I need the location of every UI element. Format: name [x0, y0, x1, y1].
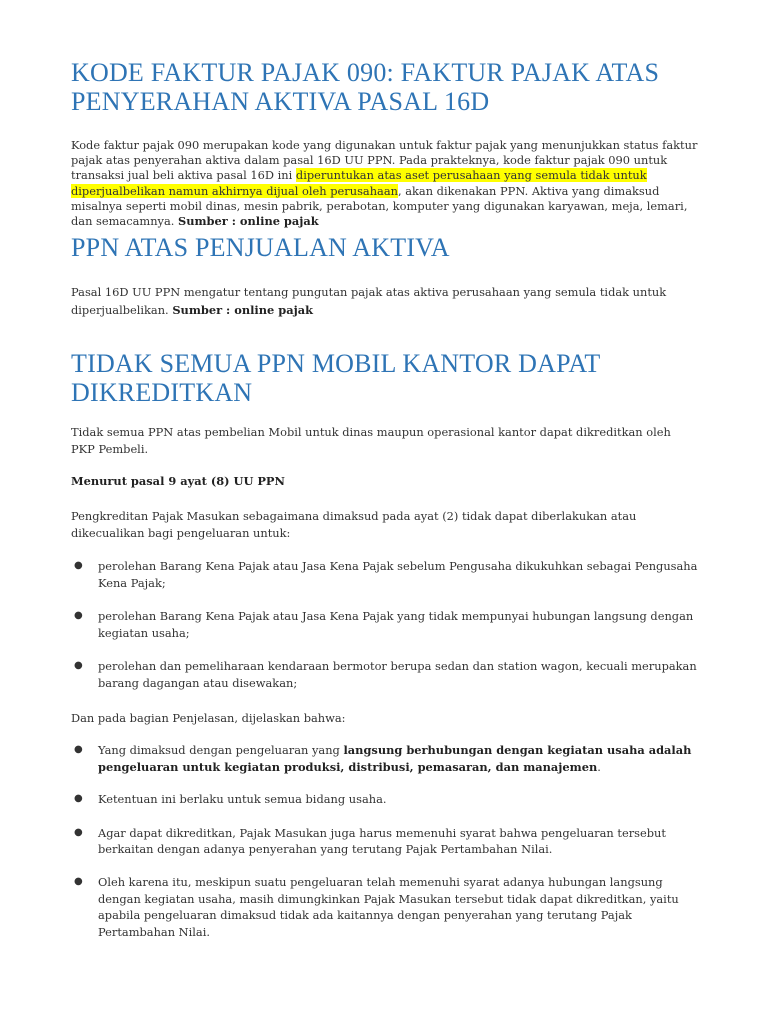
heading-tidak-semua-ppn: TIDAK SEMUA PPN MOBIL KANTOR DAPAT DIKREDITKAN [71, 349, 601, 407]
list-item [71, 874, 698, 940]
list-item-bold-text: langsung berhubungan dengan kegiatan usaha adalah pengeluaran untuk kegiatan produksi, distribusi, pemasaran, dan manajemen [98, 743, 692, 774]
list-item [71, 825, 698, 858]
paragraph-text-cont: , akan dikenakan PPN. Aktiva yang dimaksud misalnya seperti mobil dinas, mesin pabrik, perabotan, komputer yang digunakan karyawan, meja, lemari, dan semacamnya. [71, 183, 688, 229]
list-item-text: perolehan Barang Kena Pajak atau Jasa Kena Pajak yang tidak mempunyai hubungan langsung dengan kegiatan usaha; [98, 609, 694, 640]
list-item [71, 742, 698, 775]
source-label: Sumber : online pajak [172, 303, 313, 317]
paragraph-pengkreditan: Pengkreditan Pajak Masukan sebagaimana dimaksud pada ayat (2) tidak dapat diberlakukan atau dikecualikan bagi pengeluaran untuk: [71, 509, 637, 541]
list-item-text: . [597, 759, 601, 774]
exclusion-list [71, 558, 698, 692]
list-item-text: Yang dimaksud dengan pengeluaran yang [98, 743, 344, 757]
paragraph-intro: Tidak semua PPN atas pembelian Mobil untuk dinas maupun operasional kantor dapat dikreditkan oleh PKP Pembeli. [71, 425, 671, 456]
list-item [71, 608, 698, 641]
list-item [71, 558, 698, 591]
list-item-text: perolehan Barang Kena Pajak atau Jasa Kena Pajak sebelum Pengusaha dikukuhkan sebagai Pengusaha Kena Pajak; [98, 559, 698, 590]
bullet-icon: ● [74, 660, 83, 672]
bullet-icon: ● [74, 610, 83, 622]
paragraph-text: Pasal 16D UU PPN mengatur tentang pungutan pajak atas aktiva perusahaan yang semula tidak untuk diperjualbelikan. [71, 285, 667, 317]
subheading-text: Menurut pasal 9 ayat (8) UU PPN [71, 474, 285, 488]
heading-kode-faktur: KODE FAKTUR PAJAK 090: FAKTUR PAJAK ATAS PENYERAHAN AKTIVA PASAL 16D [71, 58, 660, 116]
list-item-text: Oleh karena itu, meskipun suatu pengeluaran telah memenuhi syarat adanya hubungan langsung dengan kegiatan usaha, masih dimungkinkan Pajak Masukan tersebut tidak dapat dikreditkan, yaitu apabila pengeluaran dimaksud tidak ada kaitannya dengan penyerahan yang terutang Pajak Pertambahan Nilai. [98, 874, 679, 939]
bullet-icon: ● [74, 744, 83, 755]
list-item-text: Agar dapat dikreditkan, Pajak Masukan juga harus memenuhi syarat bahwa pengeluaran tersebut berkaitan dengan adanya penyerahan yang terutang Pajak Pertambahan Nilai. [98, 825, 666, 857]
explanation-list [71, 742, 698, 940]
source-label: Sumber : online pajak [178, 214, 319, 229]
paragraph-text: Kode faktur pajak 090 merupakan kode yang digunakan untuk faktur pajak yang menunjukkan status faktur pajak atas penyerahan aktiva dalam pasal 16D UU PPN. Pada prakteknya, kode faktur pajak 090 untuk transaksi jual beli aktiva pasal 16D ini [71, 138, 698, 183]
bullet-icon: ● [74, 875, 83, 887]
bullet-icon: ● [74, 560, 83, 571]
paragraph-ppn-penjualan [71, 283, 698, 319]
subheading-pasal [71, 474, 698, 489]
highlighted-text: diperuntukan atas aset perusahaan yang semula tidak untuk diperjualbelikan namun akhirnya dijual oleh perusahaan [71, 168, 647, 198]
paragraph-penjelasan: Dan pada bagian Penjelasan, dijelaskan bahwa: [71, 711, 346, 725]
list-item-text: perolehan dan pemeliharaan kendaraan bermotor berupa sedan dan station wagon, kecuali merupakan barang dagangan atau disewakan; [98, 659, 697, 690]
bullet-icon: ● [74, 793, 83, 805]
bullet-icon: ● [74, 826, 83, 838]
list-item-text: Ketentuan ini berlaku untuk semua bidang usaha. [98, 792, 387, 807]
list-item [71, 658, 698, 691]
heading-ppn-penjualan: PPN ATAS PENJUALAN AKTIVA [71, 233, 450, 262]
list-item [71, 791, 698, 808]
paragraph-kode-faktur [71, 138, 698, 229]
